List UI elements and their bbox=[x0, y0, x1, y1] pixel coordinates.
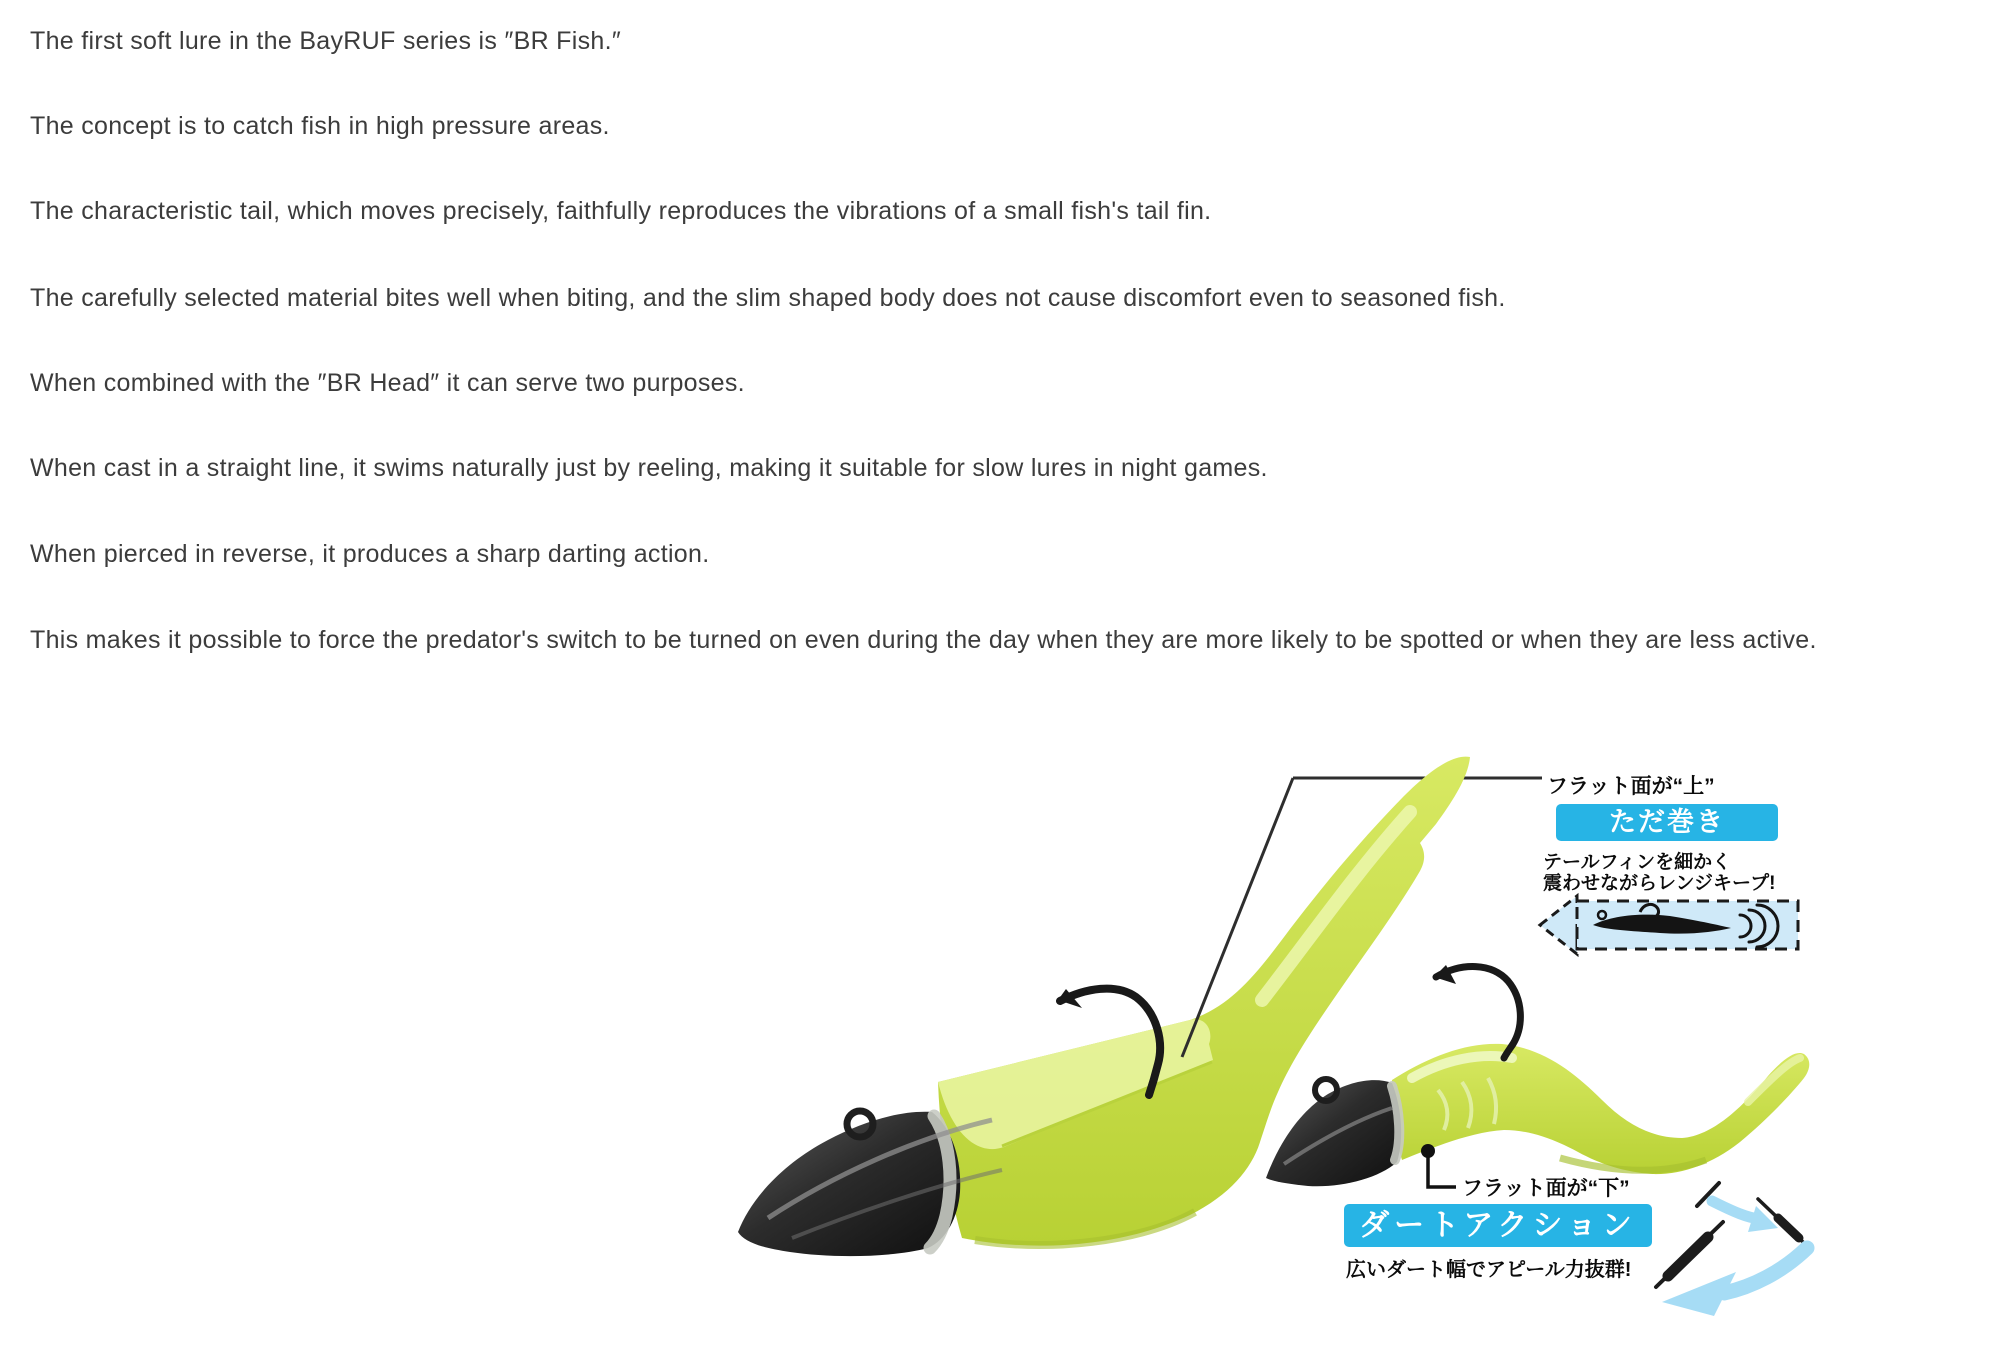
paragraph-predator: This makes it possible to force the predator's switch to be turned on even during the day when they are more likely to be spotted or when they are less active. bbox=[30, 626, 1817, 654]
paragraph-intro: The first soft lure in the BayRUF series is ″BR Fish.″ bbox=[30, 27, 622, 55]
dart-needle-2-body bbox=[1778, 1218, 1799, 1238]
paragraph-concept: The concept is to catch fish in high pressure areas. bbox=[30, 112, 610, 140]
dart-arrow-2 bbox=[1724, 1248, 1807, 1293]
lure-straight-rig bbox=[738, 757, 1470, 1257]
paragraph-tail: The characteristic tail, which moves precisely, faithfully reproduces the vibrations of a small fish's tail fin. bbox=[30, 197, 1212, 225]
dart-action-diagram bbox=[1656, 1183, 1807, 1316]
dart-arrow-1-head-icon bbox=[1748, 1206, 1778, 1232]
tadamaki-banner: ただ巻き bbox=[1556, 804, 1778, 841]
flat-down-callout bbox=[1421, 1144, 1456, 1187]
paragraph-material: The carefully selected material bites well when biting, and the slim shaped body does not cause discomfort even to seasoned fish. bbox=[30, 284, 1506, 312]
flat-face-up-label: フラット面が“上” bbox=[1547, 775, 1715, 798]
dart-action-caption: 広いダート幅でアピール力抜群! bbox=[1346, 1259, 1632, 1281]
tadamaki-caption-line2: 震わせながらレンジキープ! bbox=[1543, 873, 1776, 894]
silhouette-eye-ring-icon bbox=[1598, 911, 1606, 919]
lure-dart-rig bbox=[1266, 965, 1809, 1186]
paragraph-reverse: When pierced in reverse, it produces a sharp darting action. bbox=[30, 540, 710, 568]
dart-needle-3-body bbox=[1668, 1237, 1708, 1276]
tadamaki-swim-diagram bbox=[1540, 896, 1798, 954]
dart-action-banner: ダートアクション bbox=[1344, 1204, 1652, 1247]
flat-face-down-label: フラット面が“下” bbox=[1462, 1177, 1630, 1200]
paragraph-straight-cast: When cast in a straight line, it swims naturally just by reeling, making it suitable for slow lures in night games. bbox=[30, 454, 1268, 482]
dart-arrow-1 bbox=[1712, 1201, 1760, 1219]
tadamaki-caption-line1: テールフィンを細かく bbox=[1543, 852, 1732, 873]
swim-arrow-head-icon bbox=[1540, 896, 1577, 954]
paragraph-br-head: When combined with the ″BR Head″ it can serve two purposes. bbox=[30, 369, 745, 397]
